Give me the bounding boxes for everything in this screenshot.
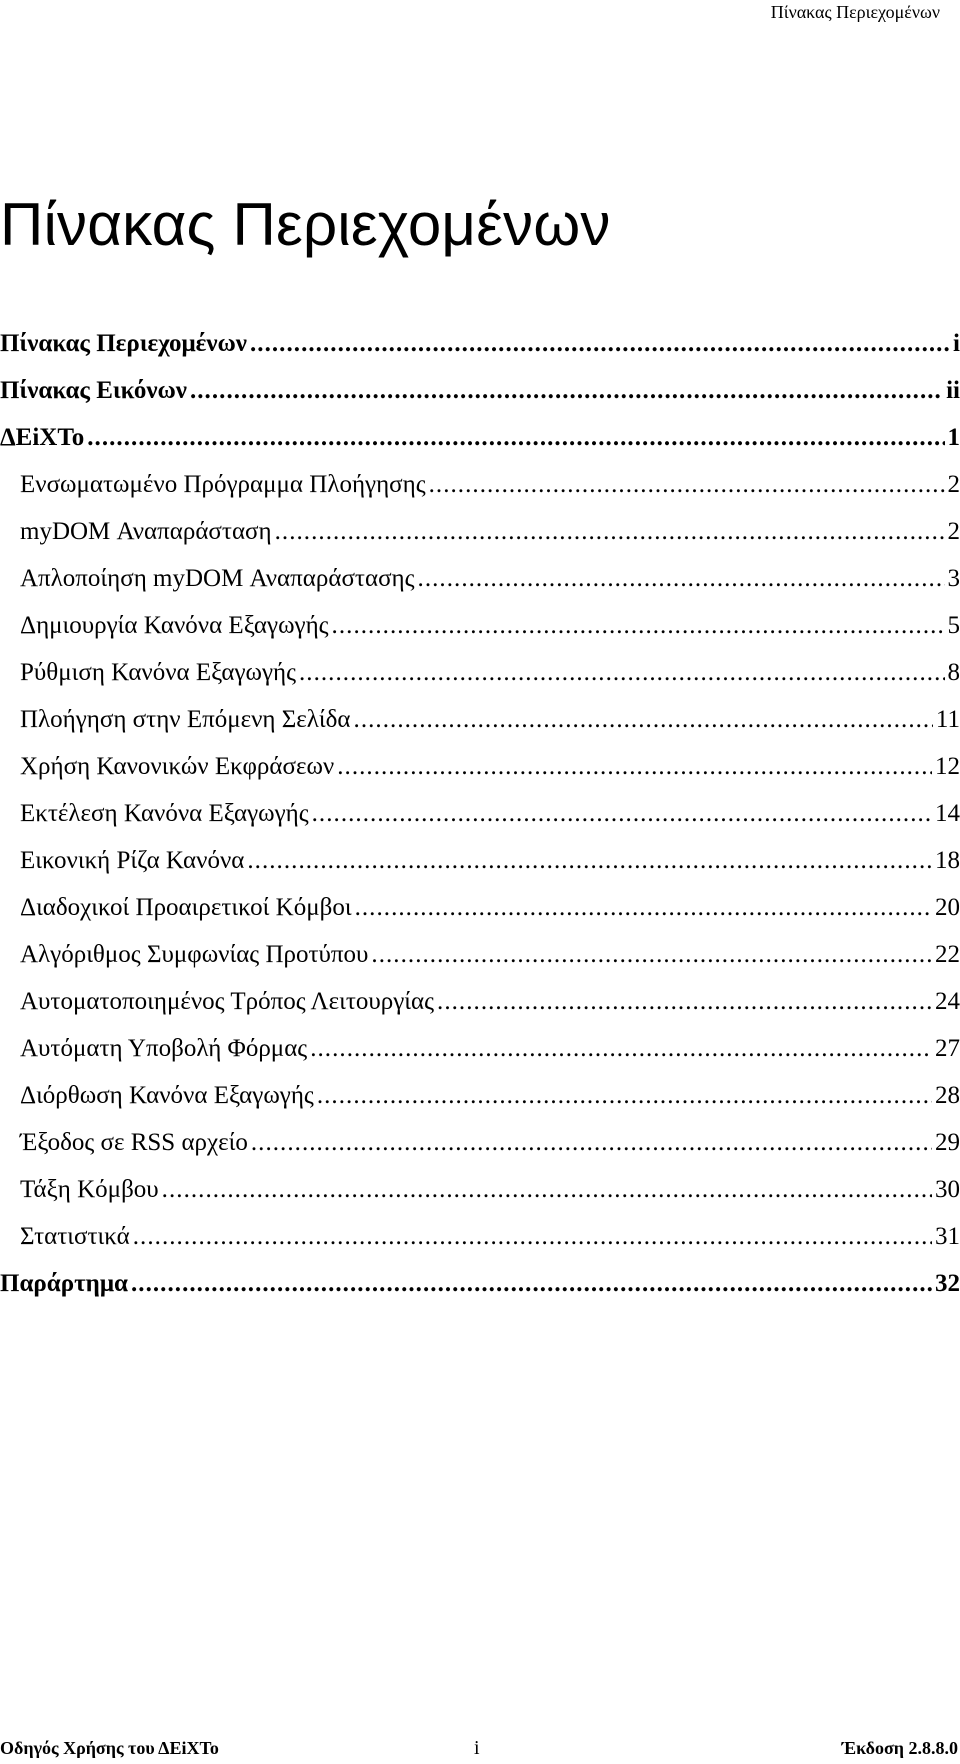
toc-entry-page-number: 31 [935, 1223, 960, 1250]
toc-entry-page-number: 2 [947, 518, 960, 545]
toc-entry[interactable] [0, 518, 960, 565]
toc-entry-label: Πλοήγηση στην Επόμενη Σελίδα [20, 706, 351, 733]
toc-entry-label: myDOM Αναπαράσταση [20, 518, 272, 545]
toc-entry-label: Απλοποίηση myDOM Αναπαράστασης [20, 565, 415, 592]
toc-entry[interactable] [0, 941, 960, 988]
toc-dot-leader [162, 1176, 932, 1204]
toc-entry-page-number: 28 [935, 1082, 960, 1109]
toc-entry[interactable] [0, 612, 960, 659]
toc-entry-page-number: 3 [947, 565, 960, 592]
toc-entry-label: Τάξη Κόμβου [20, 1176, 159, 1203]
toc-entry-label: Αυτόματη Υποβολή Φόρμας [20, 1035, 308, 1062]
toc-entry-page-number: 8 [947, 659, 960, 686]
toc-entry-page-number: 1 [947, 424, 960, 451]
toc-dot-leader [429, 471, 945, 499]
toc-dot-leader [310, 1035, 932, 1063]
toc-dot-leader [332, 612, 945, 640]
toc-entry[interactable] [0, 1270, 960, 1317]
toc-entry[interactable] [0, 330, 960, 377]
toc-dot-leader [337, 753, 932, 781]
toc-entry[interactable] [0, 753, 960, 800]
footer-version: Έκδοση 2.8.8.0 [841, 1738, 958, 1758]
toc-entry-page-number: 22 [935, 941, 960, 968]
toc-dot-leader [251, 1129, 932, 1157]
toc-dot-leader [133, 1223, 932, 1251]
table-of-contents [0, 330, 960, 1317]
toc-entry-page-number: 30 [935, 1176, 960, 1203]
toc-dot-leader [317, 1082, 932, 1110]
toc-entry[interactable] [0, 706, 960, 753]
footer-page-number: i [474, 1737, 480, 1759]
toc-entry-label: Ενσωματωμένο Πρόγραμμα Πλοήγησης [20, 471, 426, 498]
toc-entry-page-number: 20 [935, 894, 960, 921]
toc-entry-label: Ρύθμιση Κανόνα Εξαγωγής [20, 659, 296, 686]
toc-entry-page-number: 27 [935, 1035, 960, 1062]
toc-entry[interactable] [0, 847, 960, 894]
toc-entry-label: Διόρθωση Κανόνα Εξαγωγής [20, 1082, 314, 1109]
toc-dot-leader [87, 424, 944, 452]
toc-entry-label: Χρήση Κανονικών Εκφράσεων [20, 753, 335, 780]
toc-dot-leader [371, 941, 932, 969]
toc-dot-leader [299, 659, 945, 687]
toc-entry[interactable] [0, 800, 960, 847]
toc-entry-page-number: 14 [935, 800, 960, 827]
toc-entry[interactable] [0, 565, 960, 612]
footer-document-name: Οδηγός Χρήσης του ΔEiXTo [0, 1738, 219, 1758]
toc-entry[interactable] [0, 1223, 960, 1270]
toc-entry-page-number: 18 [935, 847, 960, 874]
toc-entry[interactable] [0, 894, 960, 941]
toc-dot-leader [312, 800, 932, 828]
toc-entry[interactable] [0, 377, 960, 424]
toc-entry[interactable] [0, 424, 960, 471]
toc-entry-label: Έξοδος σε RSS αρχείο [20, 1129, 248, 1156]
toc-dot-leader [275, 518, 945, 546]
toc-entry[interactable] [0, 1082, 960, 1129]
toc-dot-leader [437, 988, 932, 1016]
toc-dot-leader [418, 565, 945, 593]
toc-entry[interactable] [0, 659, 960, 706]
toc-entry-label: Πίνακας Περιεχομένων [0, 330, 247, 357]
toc-entry-page-number: 29 [935, 1129, 960, 1156]
toc-entry-page-number: 24 [935, 988, 960, 1015]
toc-entry-label: Εικονική Ρίζα Κανόνα [20, 847, 245, 874]
toc-entry-label: Εκτέλεση Κανόνα Εξαγωγής [20, 800, 309, 827]
toc-entry-page-number: ii [946, 377, 960, 404]
toc-dot-leader [354, 706, 933, 734]
toc-entry-label: Δημιουργία Κανόνα Εξαγωγής [20, 612, 329, 639]
toc-dot-leader [190, 377, 943, 405]
running-header: Πίνακας Περιεχομένων [770, 2, 940, 22]
toc-entry[interactable] [0, 1176, 960, 1223]
toc-dot-leader [247, 847, 932, 875]
toc-entry[interactable] [0, 471, 960, 518]
toc-dot-leader [250, 330, 950, 358]
page-title: Πίνακας Περιεχομένων [0, 191, 611, 258]
toc-entry[interactable] [0, 1129, 960, 1176]
toc-entry[interactable] [0, 988, 960, 1035]
toc-entry-page-number: 5 [947, 612, 960, 639]
toc-entry[interactable] [0, 1035, 960, 1082]
toc-entry-label: ΔEiXTo [0, 424, 85, 451]
toc-entry-label: Στατιστικά [20, 1223, 130, 1250]
toc-dot-leader [131, 1270, 932, 1298]
toc-entry-page-number: 12 [935, 753, 960, 780]
toc-entry-label: Αλγόριθμος Συμφωνίας Προτύπου [20, 941, 369, 968]
toc-entry-label: Παράρτημα [0, 1270, 128, 1297]
toc-entry-label: Διαδοχικοί Προαιρετικοί Κόμβοι [20, 894, 352, 921]
toc-entry-page-number: 11 [935, 706, 960, 733]
toc-dot-leader [355, 894, 932, 922]
toc-entry-page-number: i [953, 330, 960, 357]
toc-entry-label: Αυτοματοποιημένος Τρόπος Λειτουργίας [20, 988, 435, 1015]
toc-entry-page-number: 32 [935, 1270, 960, 1297]
toc-entry-page-number: 2 [947, 471, 960, 498]
toc-entry-label: Πίνακας Εικόνων [0, 377, 187, 404]
